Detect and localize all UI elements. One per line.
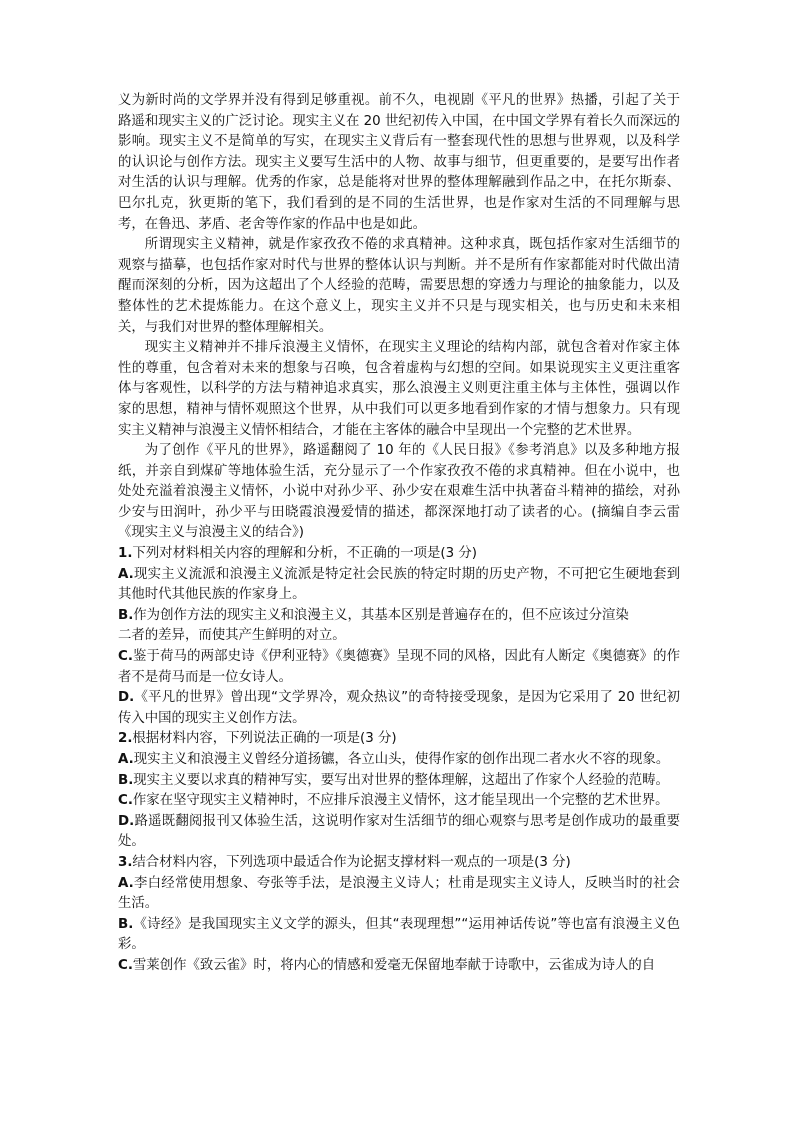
question-2-stem xyxy=(118,729,680,750)
option-text: 路遥既翻阅报刊又体验生活，这说明作家对生活细节的细心观察与思考是创作成功的最重要处。 xyxy=(118,813,680,850)
question-2-option-a xyxy=(118,750,680,771)
question-3-option-b xyxy=(118,915,680,956)
option-key: B. xyxy=(118,916,134,932)
option-text: 李白经常使用想象、夸张等手法，是浪漫主义诗人；杜甫是现实主义诗人，反映当时的社会生活。 xyxy=(118,875,680,912)
question-2-number: 2. xyxy=(118,731,133,747)
option-key: A. xyxy=(118,566,134,582)
option-key: D. xyxy=(118,813,135,829)
passage-paragraph-4: 为了创作《平凡的世界》，路遥翻阅了 10 年的《人民日报》《参考消息》以及多种地方报纸，并亲自到煤矿等地体验生活，充分显示了一个作家孜孜不倦的求真精神。但在小说中，也处处充溢着浪漫主义情怀，小说中对孙少平、孙少安在艰难生活中执著奋斗精神的描绘，对孙少安与田润叶，孙少平与田晓霞浪漫爱情的描述，都深深地打动了读者的心。(摘编自李云雷《现实主义与浪漫主义的结合》) xyxy=(118,443,680,541)
option-text: 《诗经》是我国现实主义文学的源头，但其“表现理想”“运用神话传说”等也富有浪漫主义色彩。 xyxy=(118,916,680,953)
option-key: A. xyxy=(118,752,134,767)
option-text: 雪莱创作《致云雀》时，将内心的情感和爱毫无保留地奉献于诗歌中，云雀成为诗人的自 xyxy=(132,957,656,973)
option-text: 鉴于荷马的两部史诗《伊利亚特》《奥德赛》呈现不同的风格，因此有人断定《奥德赛》的作者不是荷马而是一位女诗人。 xyxy=(118,649,680,685)
question-2-option-c xyxy=(118,791,680,812)
option-key: D. xyxy=(118,690,135,706)
question-3-option-c xyxy=(118,956,680,977)
question-2-option-b xyxy=(118,771,680,792)
option-key: C. xyxy=(118,793,133,809)
question-2-stem-text: 根据材料内容，下列说法正确的一项是(3 分) xyxy=(132,731,397,747)
option-key: B. xyxy=(118,607,134,623)
question-3 xyxy=(118,853,680,977)
question-3-stem xyxy=(118,853,680,874)
passage-paragraph-1: 义为新时尚的文学界并没有得到足够重视。前不久，电视剧《平凡的世界》热播，引起了关于路遥和现实主义的广泛讨论。现实主义在 20 世纪初传入中国，在中国文学界有着长久而深远的影响。现实主义不是简单的写实，在现实主义背后有一整套现代性的思想与世界观，以及科学的认识论与创作方法。现实主义要写生活中的人物、故事与细节，但更重要的，是要写出作者对生活的认识与理解。优秀的作家，总是能将对世界的整体理解融到作品之中，在托尔斯泰、巴尔扎克，狄更斯的笔下，我们看到的是不同的生活世界，也是作家对生活的不同理解与思考，在鲁迅、茅盾、老舍等作家的作品中也是如此。 xyxy=(118,93,680,232)
option-key: B. xyxy=(118,772,134,788)
question-3-option-a xyxy=(118,874,680,915)
option-text: 现实主义流派和浪漫主义流派是特定社会民族的特定时期的历史产物，不可把它生硬地套到其他时代其他民族的作家身上。 xyxy=(118,566,680,603)
question-1-option-b-continued: 二者的差异，而使其产生鲜明的对立。 xyxy=(118,628,346,644)
question-1-stem xyxy=(118,544,680,565)
question-1-option-d xyxy=(118,688,680,729)
question-1-number: 1. xyxy=(118,546,133,562)
question-1-option-a xyxy=(118,565,680,606)
option-text: 作家在坚守现实主义精神时，不应排斥浪漫主义情怀，这才能呈现出一个完整的艺术世界。 xyxy=(132,793,669,809)
option-key: C. xyxy=(118,649,133,665)
option-key: A. xyxy=(118,875,134,891)
question-2 xyxy=(118,729,680,853)
question-1-option-b xyxy=(118,606,680,627)
exam-page xyxy=(118,91,680,977)
option-key: C. xyxy=(118,957,133,973)
question-3-stem-text: 结合材料内容，下列选项中最适合作为论据支撑材料一观点的一项是(3 分) xyxy=(132,854,571,870)
option-text: 作为创作方法的现实主义和浪漫主义，其基本区别是普遍存在的，但不应该过分渲染 xyxy=(133,607,629,623)
question-2-option-d xyxy=(118,812,680,853)
option-text: 现实主义要以求真的精神写实，要写出对世界的整体理解，这超出了作家个人经验的范畴。 xyxy=(133,772,669,788)
passage-paragraph-3: 现实主义精神并不排斥浪漫主义情怀，在现实主义理论的结构内部，就包含着对作家主体性的尊重，包含着对未来的想象与召唤，包含着虚构与幻想的空间。如果说现实主义更注重客体与客观性，以科学的方法与精神追求真实，那么浪漫主义则更注重主体与主体性，强调以作家的思想，精神与情怀观照这个世界，从中我们可以更多地看到作家的才情与想象力。只有现实主义精神与浪漫主义情怀相结合，才能在主客体的融合中呈现出一个完整的艺术世界。 xyxy=(118,340,680,438)
option-text: 《平凡的世界》曾出现“文学界冷，观众热议”的奇特接受现象，是因为它采用了 20 世纪初传入中国的现实主义创作方法。 xyxy=(118,690,680,726)
question-1-stem-text: 下列对材料相关内容的理解和分析，不正确的一项是(3 分) xyxy=(132,546,478,562)
option-text: 现实主义和浪漫主义曾经分道扬镳，各立山头，使得作家的创作出现二者水火不容的现象。 xyxy=(133,752,670,767)
question-1 xyxy=(118,544,680,729)
question-1-option-c xyxy=(118,647,680,688)
passage-paragraph-2: 所谓现实主义精神，就是作家孜孜不倦的求真精神。这种求真，既包括作家对生活细节的观察与描摹，也包括作家对时代与世界的整体认识与判断。并不是所有作家都能对时代做出清醒而深刻的分析，因为这超出了个人经验的范畴，需要思想的穿透力与理论的抽象能力，以及整体性的艺术提炼能力。在这个意义上，现实主义并不只是与现实相关，也与历史和未来相关，与我们对世界的整体理解相关。 xyxy=(118,237,680,335)
question-3-number: 3. xyxy=(118,854,133,870)
